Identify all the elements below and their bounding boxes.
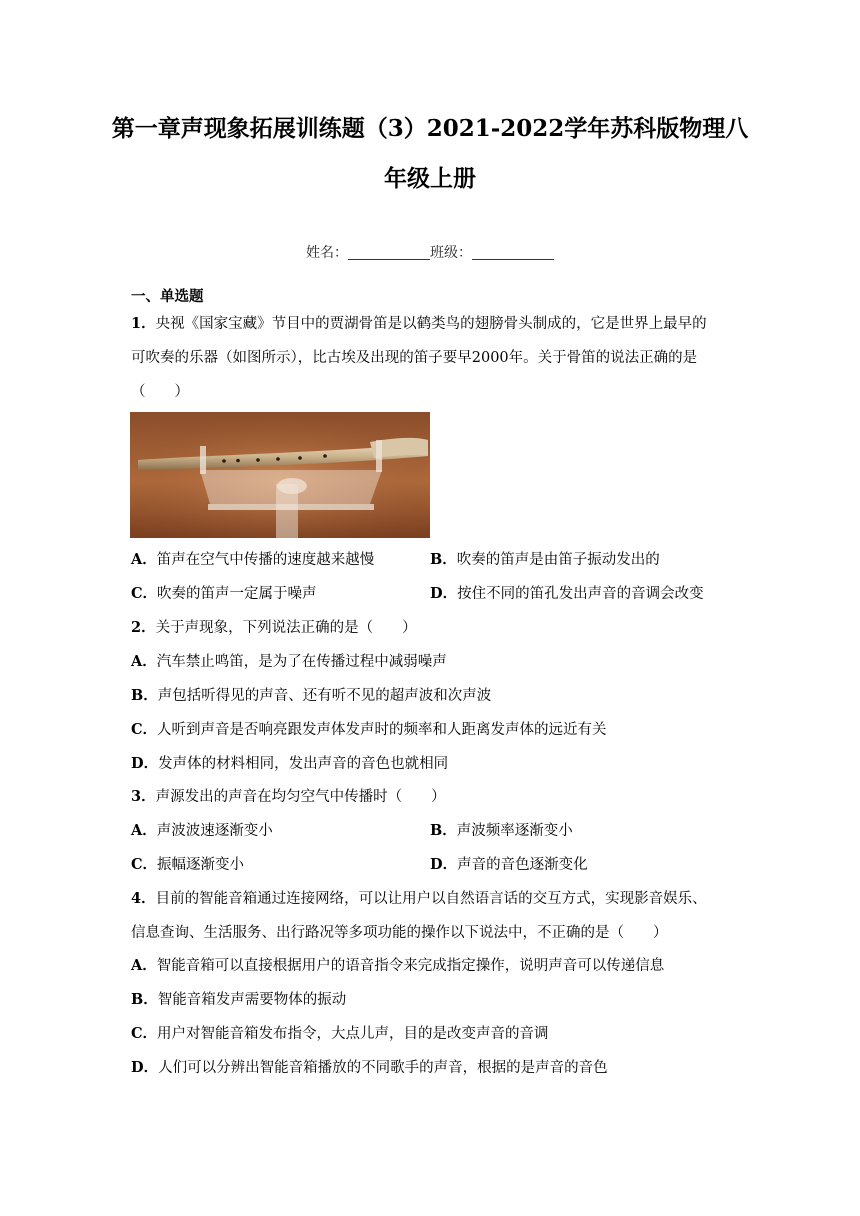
student-info-line: [0, 242, 860, 262]
name-blank[interactable]: [348, 245, 430, 260]
document-title: [110, 104, 750, 204]
question-4-option-d[interactable]: D．人们可以分辨出智能音箱播放的不同歌手的声音，根据的是声音的音色: [131, 1059, 608, 1076]
question-2-option-a[interactable]: A．汽车禁止鸣笛，是为了在传播过程中减弱噪声: [131, 653, 447, 670]
question-1-line-2: 可吹奏的乐器（如图所示），比古埃及出现的笛子要早2000年。关于骨笛的说法正确的是: [131, 350, 698, 366]
question-2-option-d[interactable]: D．发声体的材料相同，发出声音的音色也就相同: [131, 755, 449, 772]
question-number: 2．: [131, 619, 156, 636]
question-3-option-c[interactable]: C．振幅逐渐变小: [131, 856, 245, 873]
question-number: 4．: [131, 890, 156, 907]
question-2-option-b[interactable]: B．声包括听得见的声音、还有听不见的超声波和次声波: [131, 687, 492, 704]
question-4-line-1: 4．目前的智能音箱通过连接网络，可以让用户以自然语言话的交互方式，实现影音娱乐、: [131, 890, 707, 907]
question-3-option-a[interactable]: A．声波波速逐渐变小: [131, 822, 273, 839]
bone-flute-photo: [130, 412, 430, 538]
question-3-option-b[interactable]: B．声波频率逐渐变小: [430, 822, 573, 839]
question-4-line-2: 信息查询、生活服务、出行路况等多项功能的操作以下说法中，不正确的是（ ）: [131, 925, 668, 941]
question-4-option-a[interactable]: A．智能音箱可以直接根据用户的语音指令来完成指定操作，说明声音可以传递信息: [131, 957, 665, 974]
title-line-1: 第一章声现象拓展训练题（3）2021-2022学年苏科版物理八: [111, 115, 749, 142]
question-3-stem: 3．声源发出的声音在均匀空气中传播时（ ）: [131, 788, 446, 805]
question-1-line-3: （ ）: [131, 384, 189, 400]
name-label: 姓名：: [306, 245, 348, 261]
question-2-stem: 2．关于声现象，下列说法正确的是（ ）: [131, 619, 417, 636]
question-number: 1．: [131, 315, 156, 332]
title-line-2: 年级上册: [384, 165, 476, 192]
question-3-option-d[interactable]: D．声音的音色逐渐变化: [430, 856, 588, 873]
section-heading: 一、单选题: [131, 288, 204, 305]
question-1-option-d[interactable]: D．按住不同的笛孔发出声音的音调会改变: [430, 585, 704, 602]
question-1-option-c[interactable]: C．吹奏的笛声一定属于噪声: [131, 585, 317, 602]
question-2-option-c[interactable]: C．人听到声音是否响亮跟发声体发声时的频率和人距离发声体的远近有关: [131, 721, 607, 738]
question-1-option-b[interactable]: B．吹奏的笛声是由笛子振动发出的: [430, 551, 660, 568]
question-number: 3．: [131, 788, 156, 805]
class-blank[interactable]: [472, 245, 554, 260]
question-1-option-a[interactable]: A．笛声在空气中传播的速度越来越慢: [131, 551, 375, 568]
question-4-option-c[interactable]: C．用户对智能音箱发布指令，大点儿声，目的是改变声音的音调: [131, 1025, 549, 1042]
question-1-line-1: 1．央视《国家宝藏》节目中的贾湖骨笛是以鹤类鸟的翅膀骨头制成的，它是世界上最早的: [131, 315, 707, 332]
question-4-option-b[interactable]: B．智能音箱发声需要物体的振动: [131, 991, 347, 1008]
class-label: 班级：: [430, 245, 472, 261]
